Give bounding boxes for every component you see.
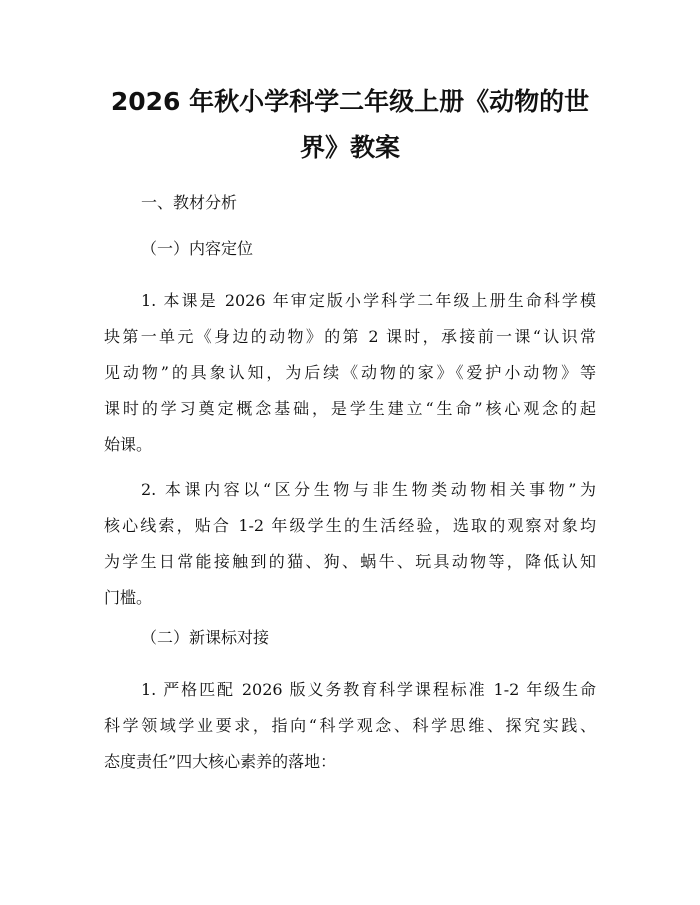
paragraph-2-line-2: 核心线索，贴合 1-2 年级学生的生活经验，选取的观察对象均 (104, 516, 596, 535)
paragraph-1-line-3: 见动物”的具象认知，为后续《动物的家》《爱护小动物》等 (104, 363, 596, 382)
paragraph-1-line-2: 块第一单元《身边的动物》的第 2 课时，承接前一课“认识常 (104, 327, 596, 346)
paragraph-1-line-5: 始课。 (104, 435, 153, 454)
paragraph-2-line-1: 2. 本课内容以“区分生物与非生物类动物相关事物”为 (141, 480, 596, 499)
paragraph-2-line-4: 门槛。 (104, 588, 153, 607)
section-heading-textbook-analysis: 一、教材分析 (141, 193, 238, 212)
paragraph-3-line-2: 科学领域学业要求，指向“科学观念、科学思维、探究实践、 (104, 716, 596, 735)
paragraph-2-line-3: 为学生日常能接触到的猫、狗、蜗牛、玩具动物等，降低认知 (104, 552, 596, 571)
paragraph-3-line-1: 1. 严格匹配 2026 版义务教育科学课程标准 1-2 年级生命 (141, 680, 596, 699)
document-title-line-2: 界》教案 (299, 133, 400, 162)
subsection-heading-content-positioning: （一）内容定位 (141, 239, 254, 258)
subsection-heading-curriculum-alignment: （二）新课标对接 (141, 628, 270, 647)
paragraph-1-line-1: 1. 本课是 2026 年审定版小学科学二年级上册生命科学模 (141, 291, 596, 310)
document-title-line-1: 2026 年秋小学科学二年级上册《动物的世 (110, 87, 590, 116)
paragraph-3-line-3: 态度责任”四大核心素养的落地： (104, 752, 337, 771)
paragraph-1-line-4: 课时的学习奠定概念基础，是学生建立“生命”核心观念的起 (104, 399, 596, 418)
